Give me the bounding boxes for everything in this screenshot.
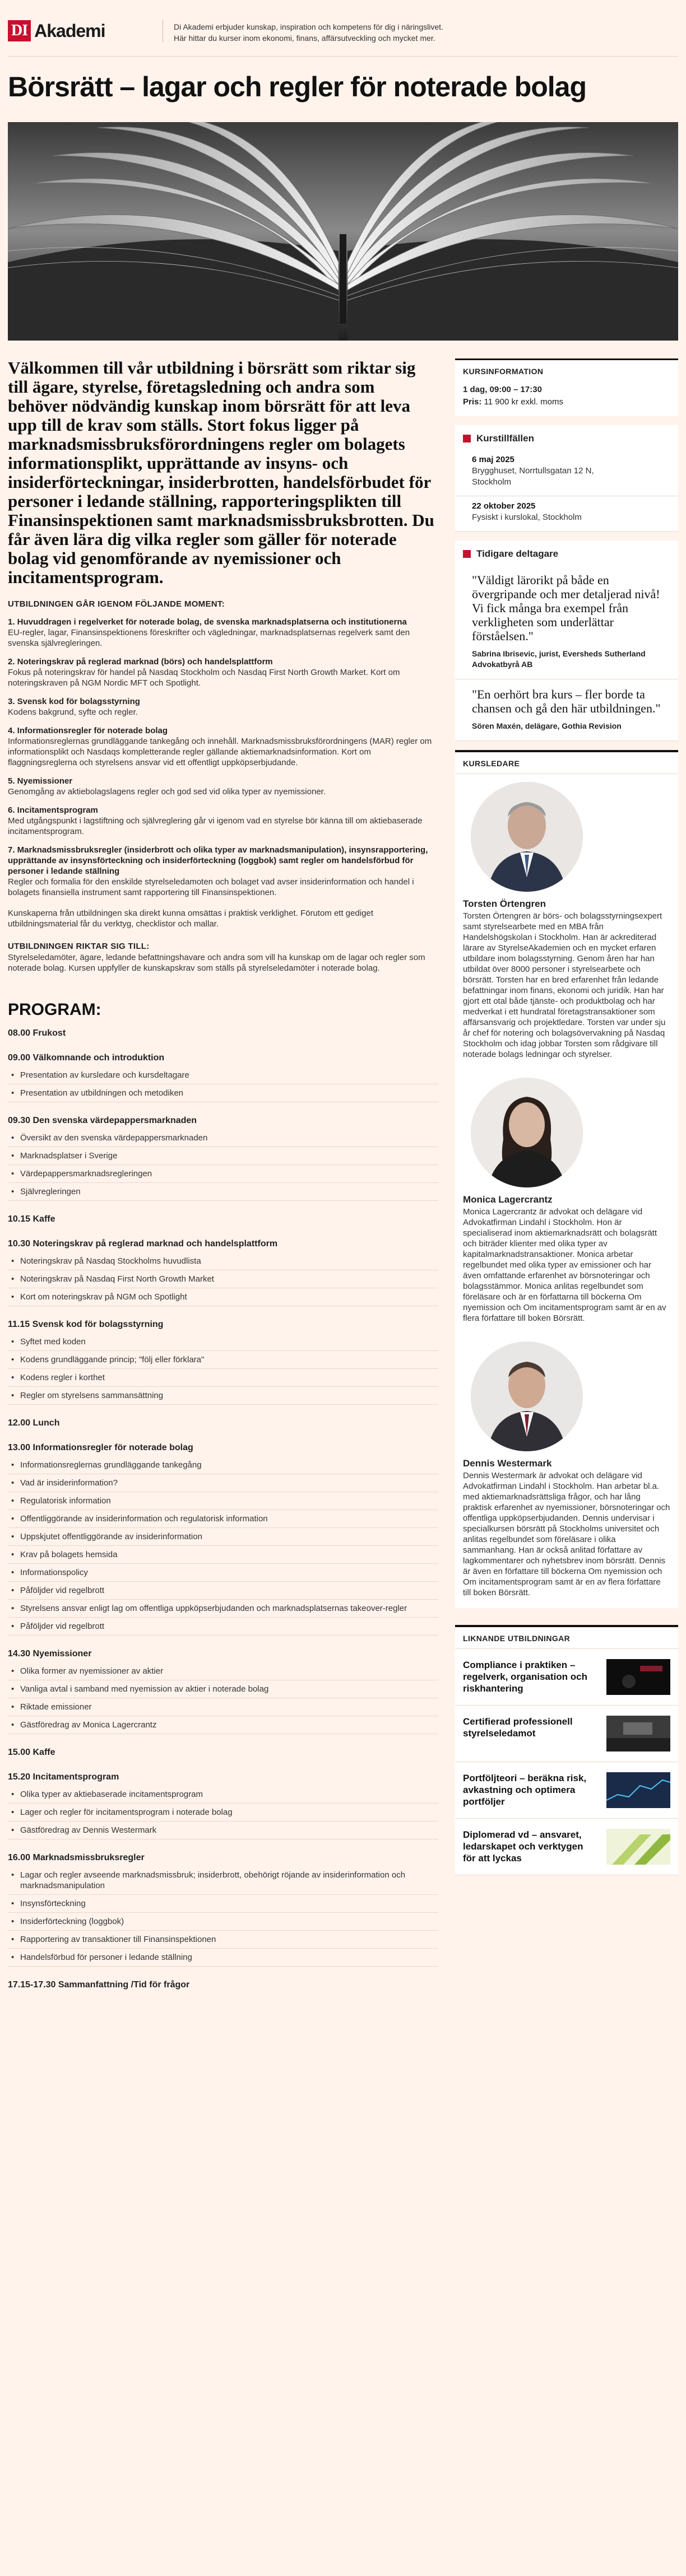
moment-title: 4. Informationsregler för noterade bolag	[8, 726, 168, 735]
related-course-title[interactable]: Certifierad professionell styrelseledamot	[463, 1716, 573, 1739]
moment-item	[8, 805, 438, 837]
related-course-thumbnail[interactable]	[606, 1659, 670, 1695]
leaders-card	[455, 750, 678, 1608]
program-item: • Påföljder vid regelbrott	[8, 1582, 438, 1600]
program-item: • Värdepappersmarknadsregleringen	[8, 1165, 438, 1183]
program-item: • Påföljder vid regelbrott	[8, 1618, 438, 1636]
testimonials-list	[455, 565, 678, 741]
occasions-heading	[455, 425, 678, 450]
program-item: • Gästföredrag av Monica Lagercrantz	[8, 1716, 438, 1734]
leader-name: Monica Lagercrantz	[463, 1194, 553, 1205]
occasions-list	[455, 450, 678, 532]
course-time: 1 dag, 09:00 – 17:30	[463, 385, 542, 394]
moment-heading: UTBILDNINGEN GÅR IGENOM FÖLJANDE MOMENT:	[8, 599, 225, 609]
program-item: • Insynsförteckning	[8, 1895, 438, 1913]
program-slot	[8, 1979, 438, 1991]
program-item: • Rapportering av transaktioner till Finansinspektionen	[8, 1931, 438, 1949]
occasion-city: Stockholm	[472, 477, 512, 487]
occasion-location: Brygghuset, Norrtullsgatan 12 N,	[472, 466, 594, 476]
program-item: • Lagar och regler avseende marknadsmissbruk; insiderbrott, obehörigt röjande av insiderinformation och marknadsmanipulation	[8, 1866, 438, 1895]
program-item: • Noteringskrav på Nasdaq First North Growth Market	[8, 1270, 438, 1288]
moment-description: Regler och formalia för den enskilde styrelseledamoten och bolaget vad avser insiderinformation och handel i bolagets finansiella instrument samt rapportering till Finansinspektionen.	[8, 877, 414, 897]
moment-title: 5. Nyemissioner	[8, 776, 73, 786]
testimonials-heading	[455, 541, 678, 565]
occasion-item[interactable]	[455, 450, 678, 496]
program-item: • Noteringskrav på Nasdaq Stockholms huvudlista	[8, 1252, 438, 1270]
course-info-heading: KURSINFORMATION	[455, 358, 678, 381]
program-item: • Uppskjutet offentliggörande av insiderinformation	[8, 1528, 438, 1546]
price-label: Pris:	[463, 397, 482, 407]
program-item: • Handelsförbud för personer i ledande ställning	[8, 1949, 438, 1967]
program-slot	[8, 1213, 438, 1226]
program-item: • Självregleringen	[8, 1183, 438, 1201]
moment-description: Informationsreglernas grundläggande tankegång och innehåll. Marknadsmissbruksförordningens (MAR) regler om informationsplikt och Nasdaqs kompletterande regler gällande aktiemarknadsinformation. Kort om flaggningsreglerna och styrelsens ansvar vid ett offentligt uppköpserbjudande.	[8, 737, 432, 767]
program-items	[8, 1456, 438, 1636]
moment-title: 3. Svensk kod för bolagsstyrning	[8, 697, 140, 706]
program-items	[8, 1662, 438, 1734]
program-item: • Presentation av utbildningen och metodiken	[8, 1084, 438, 1102]
program-item: • Kodens grundläggande princip; "följ eller förklara"	[8, 1351, 438, 1369]
program-item: • Riktade emissioner	[8, 1698, 438, 1716]
tagline-line-2: Här hittar du kurser inom ekonomi, finans, affärsutveckling och mycket mer.	[174, 34, 435, 43]
moment-item	[8, 725, 438, 768]
main-content	[8, 358, 438, 1991]
occasion-item[interactable]	[455, 496, 678, 532]
course-price-row	[463, 396, 670, 408]
program-heading: PROGRAM:	[8, 1000, 101, 1019]
program-schedule	[8, 1027, 438, 1991]
program-slot-title: 11.15 Svensk kod för bolagsstyrning	[8, 1320, 164, 1329]
occasion-date: 6 maj 2025	[472, 455, 514, 464]
course-info-body	[455, 381, 678, 416]
program-slot	[8, 1852, 438, 1967]
program-slot-title: 15.00 Kaffe	[8, 1748, 55, 1757]
program-items	[8, 1866, 438, 1967]
moment-item	[8, 696, 438, 718]
program-slot	[8, 1115, 438, 1201]
related-course-thumbnail[interactable]	[606, 1772, 670, 1808]
moment-description: Kodens bakgrund, syfte och regler.	[8, 707, 138, 717]
program-item: • Regler om styrelsens sammansättning	[8, 1387, 438, 1405]
moment-item	[8, 845, 438, 898]
moment-item	[8, 776, 438, 797]
target-heading: UTBILDNINGEN RIKTAR SIG TILL:	[8, 942, 150, 951]
program-slot-title: 09.00 Välkomnande och introduktion	[8, 1053, 165, 1063]
program-slot	[8, 1052, 438, 1102]
red-square-icon	[463, 435, 471, 442]
related-list	[455, 1649, 678, 1875]
course-leader	[455, 774, 678, 1070]
program-slot	[8, 1027, 438, 1040]
moment-description: Fokus på noteringskrav för handel på Nasdaq Stockholm och Nasdaq First North Growth Market. Kort om noteringskraven på NGM Nordic MFT och Spotlight.	[8, 668, 400, 688]
program-items	[8, 1066, 438, 1102]
leader-bio: Monica Lagercrantz är advokat och delägare vid Advokatfirman Lindahl i Stockholm. Hon är specialiserad inom aktiemarknadsrätt och bolagsrätt och biträder klienter med olika typer av kapitalmarknadstransaktioner. Monica arbetar regelbundet med olika typer av emissioner och har även omfattande erfarenhet av börsnoteringar och bolagsstämmor. Monica anlitas regelbundet som föreläsare och är en författarna till böckerna Om nyemission och Om incitamentsprogram samt är en av flera författare till boken Börsrätt.	[463, 1207, 666, 1323]
program-slot	[8, 1417, 438, 1429]
price-value: 11 900 kr exkl. moms	[484, 397, 563, 407]
header-tagline	[174, 21, 521, 44]
leader-bio: Dennis Westermark är advokat och delägare vid Advokatfirman Lindahl i Stockholm. Han arbetar bl.a. med aktiemarknadsrättsliga frågor, och har lång praktisk erfarenhet av nyemissioner, börsnoteringar och offentliga uppköpserbjudanden. Dennis undervisar i specialkursen börsrätt på Stockholms universitet och anlitas regelbundet som föreläsare i olika sammanhang. Han är också anlitad författare av lagkommentarer och nyhetsbrev inom börsrätt. Dennis är även en författare till böckerna Om nyemission och Om incitamentsprogram samt är en av flera författare till boken Börsrätt.	[463, 1471, 670, 1597]
testimonials-card	[455, 541, 678, 741]
program-item: • Insiderförteckning (loggbok)	[8, 1913, 438, 1931]
program-item: • Informationsreglernas grundläggande tankegång	[8, 1456, 438, 1474]
program-slot-title: 10.15 Kaffe	[8, 1214, 55, 1224]
hero-image-open-book	[8, 122, 678, 341]
occasions-card	[455, 425, 678, 532]
program-item: • Regulatorisk information	[8, 1492, 438, 1510]
program-item: • Översikt av den svenska värdepappersmarknaden	[8, 1129, 438, 1147]
program-slot	[8, 1442, 438, 1636]
moment-title: 6. Incitamentsprogram	[8, 805, 98, 815]
di-akademi-logo[interactable]	[8, 20, 105, 41]
related-course-title[interactable]: Compliance i praktiken – regelverk, organisation och riskhantering	[463, 1660, 588, 1694]
course-leader	[455, 1070, 678, 1334]
leader-name: Dennis Westermark	[463, 1458, 552, 1469]
program-slot-title: 14.30 Nyemissioner	[8, 1649, 92, 1659]
closing-text: Kunskaperna från utbildningen ska direkt kunna omsättas i praktisk verklighet. Förutom ett gediget utbildningsmaterial får du verktyg, checklistor och mallar.	[8, 909, 374, 929]
occasion-location: Fysiskt i kurslokal, Stockholm	[472, 513, 582, 522]
program-item: • Informationspolicy	[8, 1564, 438, 1582]
occasion-date: 22 oktober 2025	[472, 501, 536, 511]
leader-name: Torsten Örtengren	[463, 898, 546, 909]
related-course-item[interactable]	[455, 1649, 678, 1706]
program-slot-title: 09.30 Den svenska värdepappersmarknaden	[8, 1116, 197, 1125]
target-text: Styrelseledamöter, ägare, ledande befattningshavare och andra som vill ha kunskap om de lagar och regler som noterade bolag. Kursen uppfyller de kunskapskrav som ställs på styrelseledamöter i noterade bolag.	[8, 953, 425, 973]
program-slot-title: 12.00 Lunch	[8, 1418, 60, 1428]
related-course-title[interactable]: Portföljteori – beräkna risk, avkastning och optimera portföljer	[463, 1773, 587, 1807]
sidebar	[455, 358, 678, 1875]
program-item: • Olika former av nyemissioner av aktier	[8, 1662, 438, 1680]
related-course-item[interactable]	[455, 1762, 678, 1819]
occasions-heading-text: Kurstillfällen	[476, 433, 534, 444]
program-items	[8, 1786, 438, 1839]
red-square-icon	[463, 550, 471, 558]
program-items	[8, 1252, 438, 1306]
program-slot	[8, 1319, 438, 1405]
moment-item	[8, 617, 438, 649]
leader-bio: Torsten Örtengren är börs- och bolagsstyrningsexpert samt styrelsearbete med en MBA från Handelshögskolan i Stockholm. Han är ackrediterad lärare av StyrelseAkademien och en mycket erfaren utbildare inom bolagsstyrning. Genom åren har han utbildat över 8000 personer i styrelsearbete och börsrätt. Torsten har en bred erfarenhet från ledande befattningar inom finans, ekonomi och juridik. Han har gjort ett otal både tjänste- och produktbolag och har medverkat i ett hundratal företagstransaktioner som affärsansvarig och projektledare. Torsten var under sju år chef för notering och bolagsövervakning på Nasdaq Stockholm och idag jobbar Torsten som rådgivare till noterade bolags ledningar och styrelser.	[463, 911, 666, 1059]
related-course-thumbnail[interactable]	[606, 1829, 670, 1865]
program-items	[8, 1333, 438, 1405]
related-heading: LIKNANDE UTBILDNINGAR	[455, 1625, 678, 1649]
moment-description: EU-regler, lagar, Finansinspektionens föreskrifter och vägledningar, marknadsplatsernas regelverk samt den svenska självregleringen.	[8, 628, 410, 648]
program-slot	[8, 1746, 438, 1759]
moment-title: 1. Huvuddragen i regelverket för noterade bolag, de svenska marknadsplatserna och institutionerna	[8, 617, 407, 627]
program-slot-title: 13.00 Informationsregler för noterade bolag	[8, 1443, 193, 1452]
related-courses-card	[455, 1625, 678, 1875]
program-item: • Kodens regler i korthet	[8, 1369, 438, 1387]
header-rule	[8, 56, 678, 57]
moment-title: 2. Noteringskrav på reglerad marknad (börs) och handelsplattform	[8, 657, 273, 667]
moment-item	[8, 656, 438, 688]
program-item: • Styrelsens ansvar enligt lag om offentliga uppköpserbjudanden och marknadsplatsernas takeover-regler	[8, 1600, 438, 1618]
program-slot-title: 10.30 Noteringskrav på reglerad marknad och handelsplattform	[8, 1239, 278, 1249]
testimonial-quote: "En oerhört bra kurs – fler borde ta chansen och gå den här utbildningen."	[472, 687, 661, 715]
course-info-card	[455, 358, 678, 416]
program-item: • Presentation av kursledare och kursdeltagare	[8, 1066, 438, 1084]
moment-description: Med utgångspunkt i lagstiftning och självreglering går vi igenom vad en styrelse bör känna till om aktiebaserade incitamentsprogram.	[8, 816, 423, 836]
testimonial-author: Sabrina Ibrisevic, jurist, Eversheds Sutherland Advokatbyrå AB	[455, 646, 678, 679]
intro-text: Välkommen till vår utbildning i börsrätt som riktar sig till ägare, styrelse, företagsledning och andra som behöver nödvändig kunskap inom börsrätt för att leva upp till de krav som ställs. Stort fokus ligger på marknadsmissbruksförordningens regler om bolagets informationsplikt, upprättande av insyns- och insiderförteckningar, insiderbrotten, handelsförbudet för personer i ledande ställning, rapporteringsplikten till Finansinspektionen samt marknadsmissbruksbrotten. Du får även lära dig vilka regler som gäller för noterade bolag vid genomförande av nyemissioner och incitamentsprogram.	[8, 358, 434, 587]
testimonial-quote: "Väldigt lärorikt på både en övergripande och mer detaljerad nivå! Vi fick många bra exempel från verkligheten som underlättar förståelsen."	[472, 573, 660, 643]
program-item: • Vanliga avtal i samband med nyemission av aktier i noterade bolag	[8, 1680, 438, 1698]
program-item: • Gästföredrag av Dennis Westermark	[8, 1822, 438, 1839]
moment-title: 7. Marknadsmissbruksregler (insiderbrott och olika typer av marknadsmanipulation), insynsrapportering, upprättande av insynsförteckning och insiderförteckning (loggbok) samt regler om handelsförbud för personer i ledande ställning	[8, 845, 428, 876]
moment-description: Genomgång av aktiebolagslagens regler och god sed vid olika typer av nyemissioner.	[8, 787, 326, 796]
program-items	[8, 1129, 438, 1201]
program-item: • Kort om noteringskrav på NGM och Spotlight	[8, 1288, 438, 1306]
page-title: Börsrätt – lagar och regler för noterade bolag	[8, 71, 587, 103]
program-item: • Syftet med koden	[8, 1333, 438, 1351]
program-slot-title: 16.00 Marknadsmissbruksregler	[8, 1853, 145, 1862]
avatar	[471, 1078, 583, 1187]
related-course-thumbnail[interactable]	[606, 1716, 670, 1752]
avatar	[471, 782, 583, 892]
book-illustration	[8, 122, 678, 341]
tagline-line-1: Di Akademi erbjuder kunskap, inspiration och kompetens för dig i näringslivet.	[174, 22, 443, 31]
testimonial-author: Sören Maxén, delägare, Gothia Revision	[455, 719, 678, 741]
program-slot-title: 08.00 Frukost	[8, 1028, 66, 1038]
program-item: • Marknadsplatser i Sverige	[8, 1147, 438, 1165]
related-course-item[interactable]	[455, 1819, 678, 1875]
moment-list	[8, 617, 438, 898]
related-course-title[interactable]: Diplomerad vd – ansvaret, ledarskapet och verktygen för att lyckas	[463, 1829, 583, 1864]
program-slot-title: 17.15-17.30 Sammanfattning /Tid för frågor	[8, 1980, 190, 1990]
logo-text: Akademi	[34, 20, 105, 41]
site-header	[0, 0, 686, 56]
program-slot	[8, 1238, 438, 1306]
leaders-list	[455, 774, 678, 1608]
program-item: • Offentliggörande av insiderinformation och regulatorisk information	[8, 1510, 438, 1528]
related-course-item[interactable]	[455, 1706, 678, 1762]
program-slot-title: 15.20 Incitamentsprogram	[8, 1772, 119, 1782]
avatar	[471, 1341, 583, 1451]
leaders-heading: KURSLEDARE	[455, 750, 678, 774]
program-item: • Krav på bolagets hemsida	[8, 1546, 438, 1564]
testimonials-heading-text: Tidigare deltagare	[476, 548, 559, 559]
program-item: • Olika typer av aktiebaserade incitamentsprogram	[8, 1786, 438, 1804]
program-item: • Lager och regler för incitamentsprogram i noterade bolag	[8, 1804, 438, 1822]
logo-mark: DI	[8, 20, 31, 41]
course-leader	[455, 1334, 678, 1608]
program-item: • Vad är insiderinformation?	[8, 1474, 438, 1492]
program-slot	[8, 1648, 438, 1734]
program-slot	[8, 1771, 438, 1839]
